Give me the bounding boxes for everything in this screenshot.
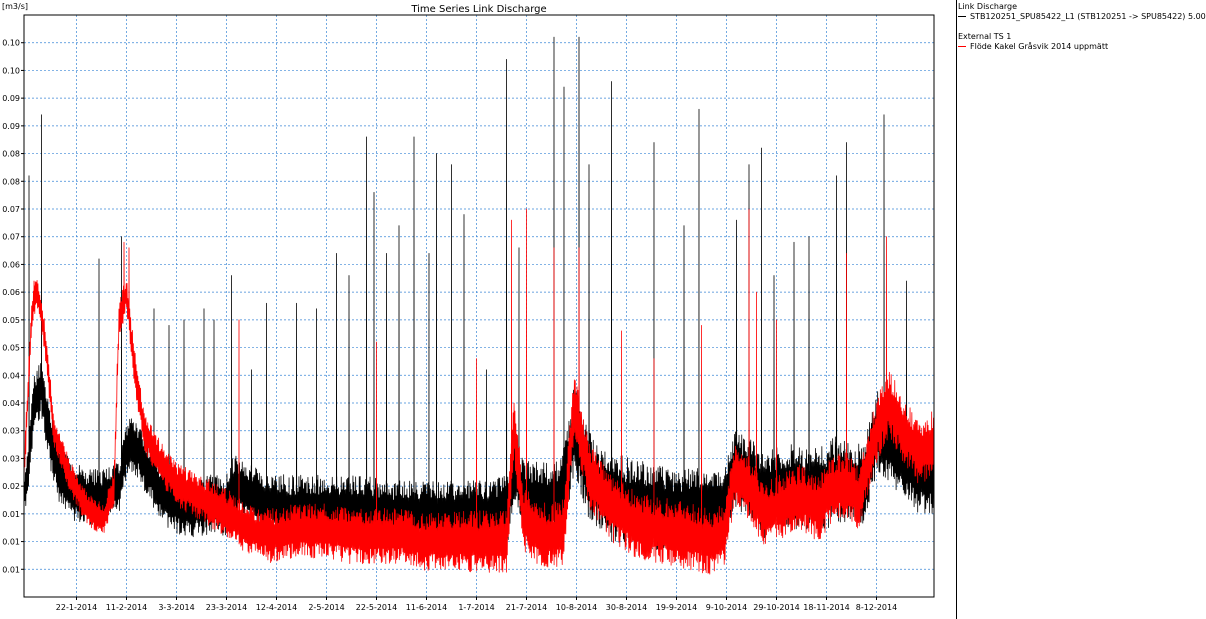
legend-entry-label: Flöde Kakel Gråsvik 2014 uppmätt (970, 42, 1109, 51)
y-tick-label: 0.01 (2, 537, 20, 547)
chart-title: Time Series Link Discharge (411, 4, 547, 15)
y-tick-label: 0.01 (2, 565, 20, 575)
y-tick-label: 0.05 (2, 343, 20, 353)
y-tick-label: 0.04 (2, 399, 20, 408)
legend-entry-external-ts[interactable] (958, 42, 1108, 51)
x-tick-label: 23-3-2014 (205, 603, 248, 612)
x-tick-label: 8-12-2014 (855, 603, 898, 612)
y-tick-label: 0.03 (2, 426, 20, 436)
x-tick-label: 21-7-2014 (505, 603, 548, 612)
y-tick-label: 0.04 (2, 371, 20, 381)
x-tick-label: 22-5-2014 (355, 603, 398, 612)
y-tick-label: 0.10 (2, 66, 20, 76)
y-tick-label: 0.06 (2, 260, 20, 270)
y-tick-label: 0.02 (2, 482, 20, 492)
x-tick-label: 22-1-2014 (55, 603, 98, 612)
legend-group-title: External TS 1 (958, 32, 1012, 41)
legend-entry-link-discharge[interactable] (958, 12, 1206, 21)
y-tick-label: 0.01 (2, 509, 20, 519)
x-tick-label: 3-3-2014 (158, 603, 195, 612)
y-axis-label: [m3/s] (2, 2, 28, 11)
y-tick-label: 0.10 (2, 38, 20, 48)
y-tick-label: 0.06 (2, 288, 20, 298)
legend-group-title: Link Discharge (958, 2, 1017, 11)
y-tick-label: 0.08 (2, 149, 20, 159)
y-tick-label: 0.09 (2, 94, 20, 104)
legend (958, 0, 1206, 619)
x-tick-label: 11-6-2014 (405, 603, 448, 612)
y-tick-label: 0.09 (2, 121, 20, 131)
legend-divider (956, 0, 957, 619)
x-tick-label: 11-2-2014 (105, 603, 148, 612)
x-tick-label: 10-8-2014 (555, 603, 598, 612)
y-tick-label: 0.07 (2, 232, 20, 242)
x-tick-label: 2-5-2014 (308, 603, 345, 612)
legend-entry-label: STB120251_SPU85422_L1 (STB120251 -> SPU85422) 5.00 (970, 12, 1206, 21)
legend-swatch-black (958, 16, 966, 17)
x-tick-label: 30-8-2014 (605, 603, 648, 612)
x-tick-label: 29-10-2014 (753, 603, 800, 612)
x-tick-label: 12-4-2014 (255, 603, 298, 612)
x-tick-label: 18-11-2014 (803, 603, 850, 612)
y-tick-label: 0.05 (2, 315, 20, 325)
x-tick-label: 1-7-2014 (458, 603, 495, 612)
x-tick-label: 9-10-2014 (705, 603, 748, 612)
y-tick-label: 0.03 (2, 454, 20, 464)
x-tick-label: 19-9-2014 (655, 603, 698, 612)
y-tick-label: 0.07 (2, 205, 20, 214)
y-tick-label: 0.08 (2, 177, 20, 187)
legend-swatch-red (958, 46, 966, 47)
